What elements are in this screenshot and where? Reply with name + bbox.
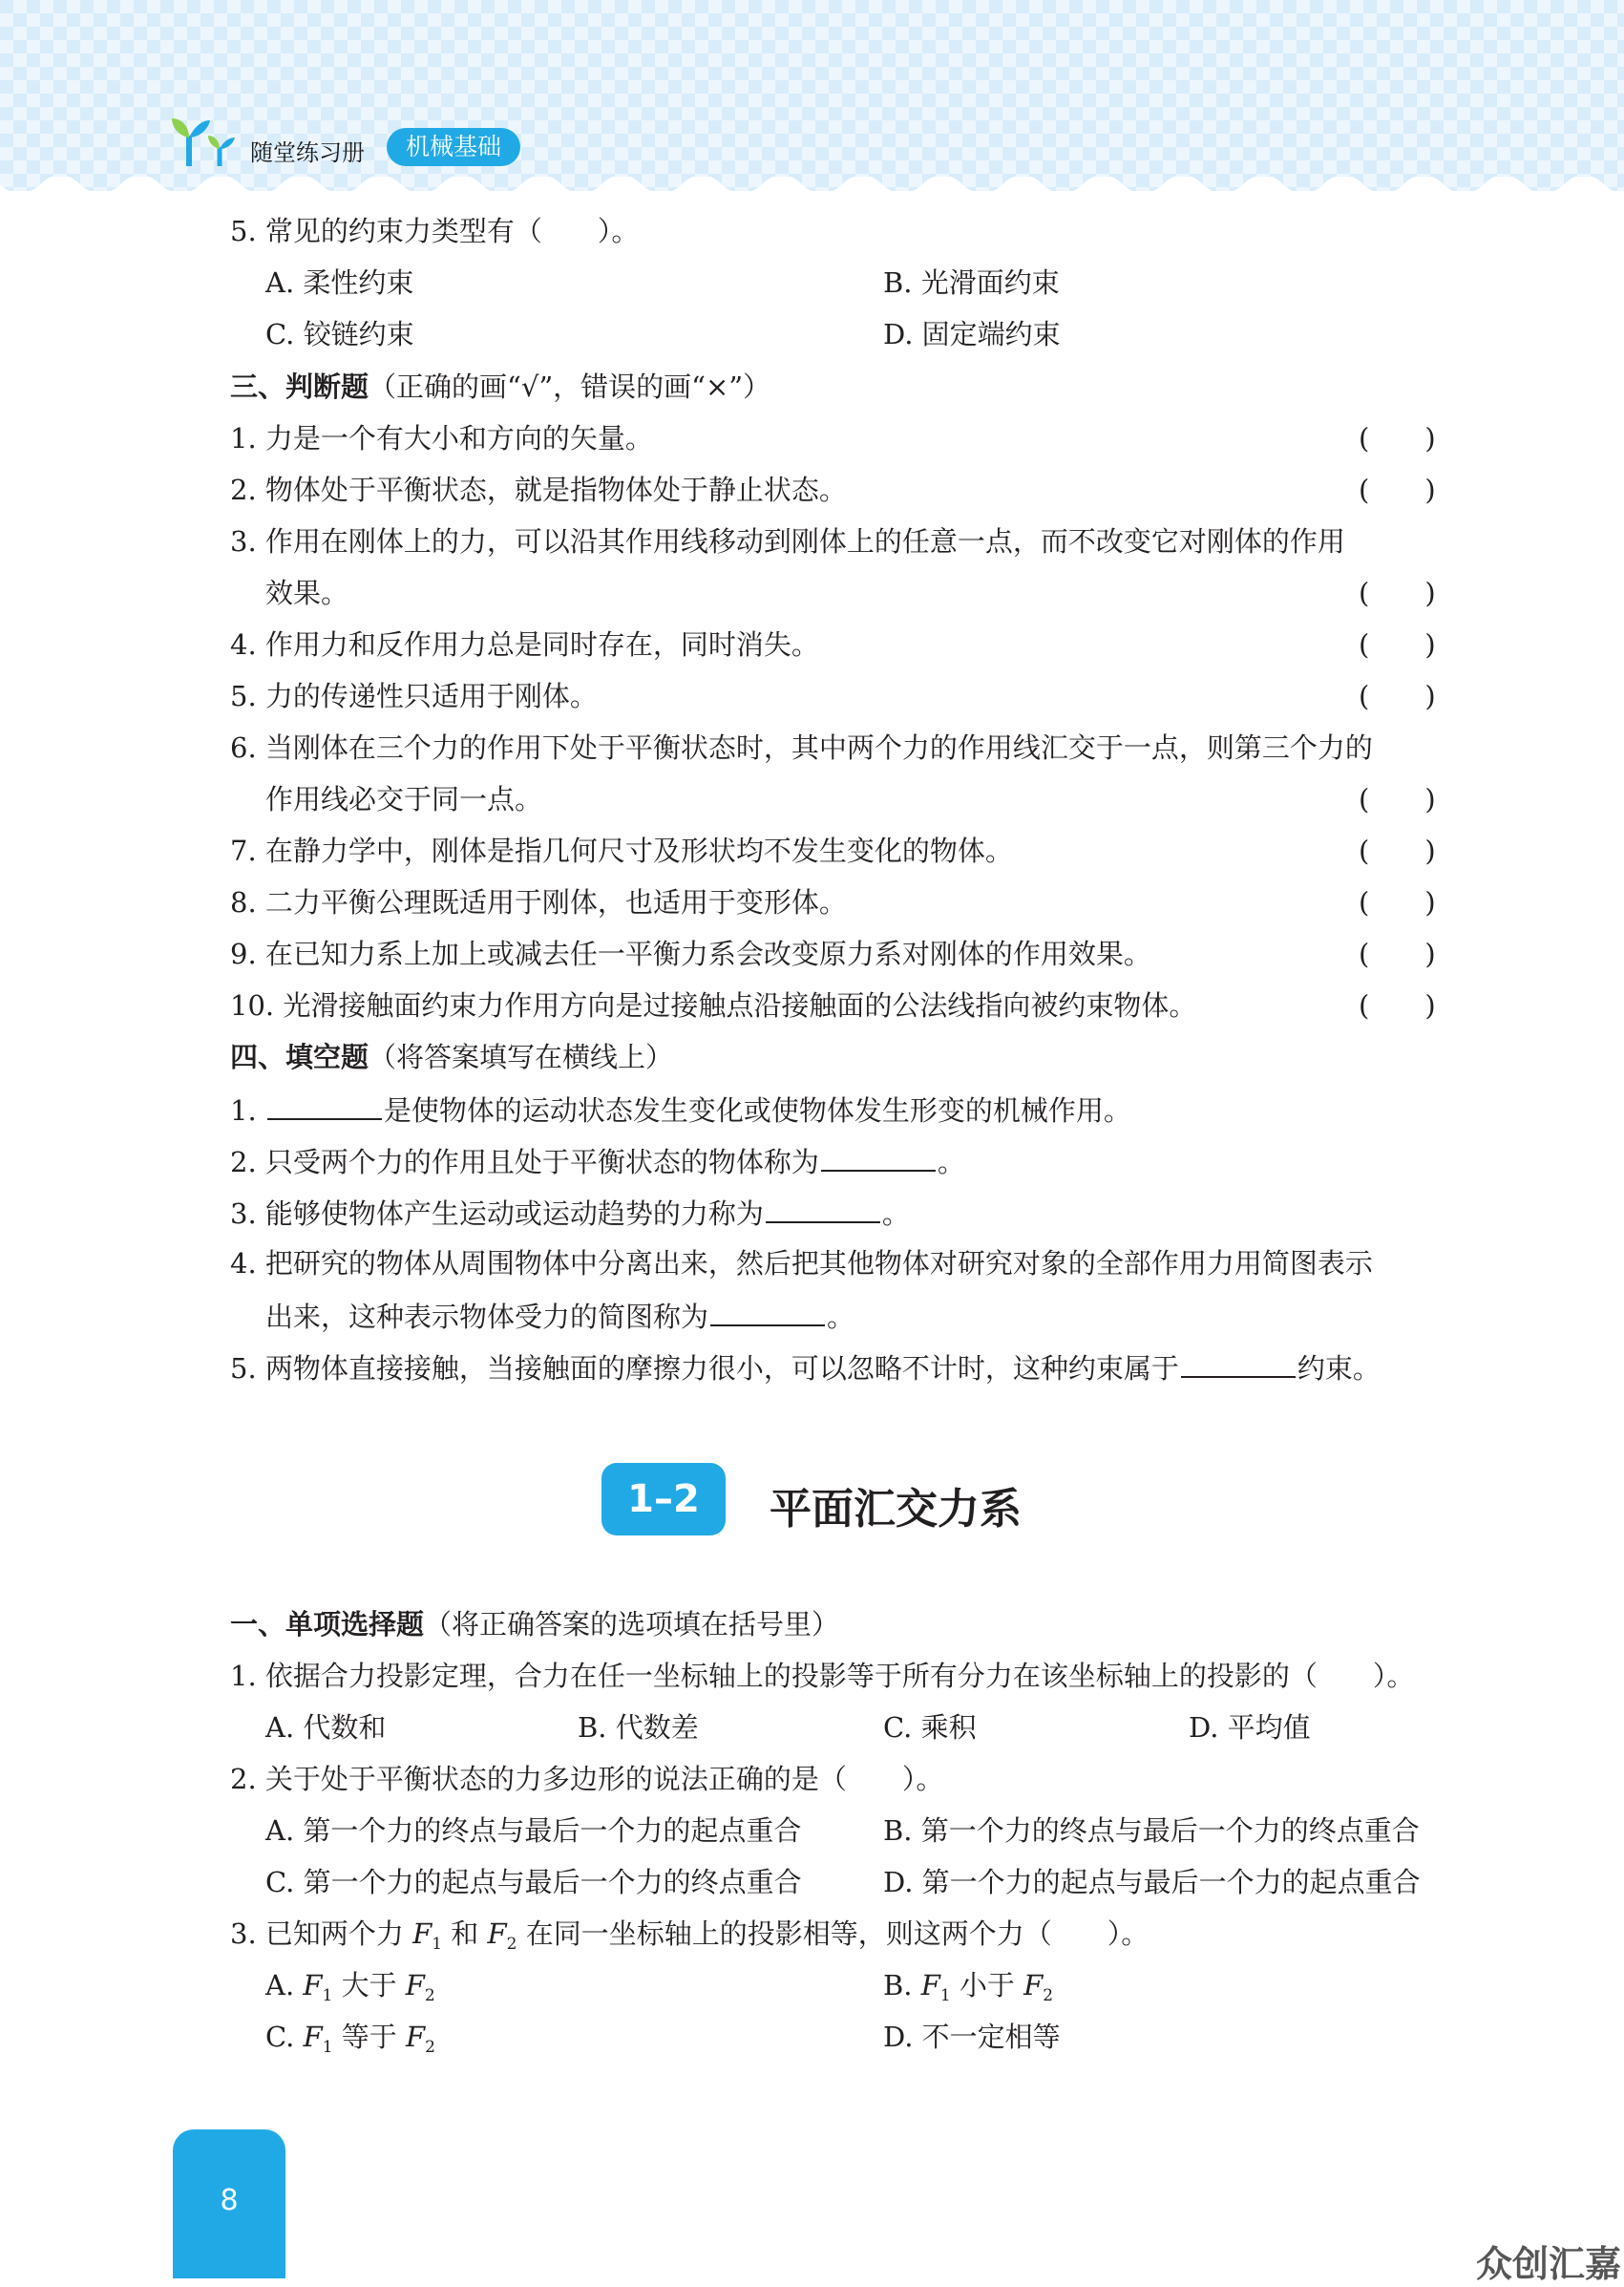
answer-parentheses[interactable]: ( ) [1359,628,1436,661]
answer-blank[interactable] [710,1298,825,1326]
question-text: 2. 关于处于平衡状态的力多边形的说法正确的是（ ）。 [230,1763,944,1795]
fill-item: 4. 把研究的物体从周围物体中分离出来，然后把其他物体对研究对象的全部作用力用简图表示 [230,1247,1373,1280]
fill-item: 5. 两物体直接接触，当接触面的摩擦力很小，可以忽略不计时，这种约束属于 约束。 [230,1349,1381,1386]
option-c: C. 第一个力的起点与最后一个力的终点重合 [265,1866,802,1898]
option-a: A. 柔性约束 [265,266,414,299]
section-number-badge: 1–2 [601,1463,726,1535]
option-a: A. $F_1$ 大于 $F_2$ [265,1969,435,2005]
judge-item-continued: 效果。 [265,577,349,609]
answer-parentheses[interactable]: ( ) [1359,474,1436,506]
fill-item-continued: 出来，这种表示物体受力的简图称为 。 [265,1298,854,1334]
judge-item: 8. 二力平衡公理既适用于刚体，也适用于变形体。 [230,886,847,919]
option-b: B. $F_1$ 小于 $F_2$ [883,1969,1054,2005]
answer-parentheses[interactable]: ( ) [1359,783,1436,815]
answer-parentheses[interactable]: ( ) [1359,989,1436,1022]
judge-item: 9. 在已知力系上加上或减去任一平衡力系会改变原力系对刚体的作用效果。 [230,938,1151,970]
option-c: C. 铰链约束 [265,318,414,350]
answer-blank[interactable] [766,1195,880,1223]
option-d: D. 第一个力的起点与最后一个力的起点重合 [883,1866,1421,1898]
answer-parentheses[interactable]: ( ) [1359,680,1436,712]
judge-item: 3. 作用在刚体上的力，可以沿其作用线移动到刚体上的任意一点，而不改变它对刚体的作用 [230,525,1345,558]
option-c: C. 乘积 [883,1711,977,1744]
section-title: 三、判断题 [230,371,369,403]
option-b: B. 光滑面约束 [883,266,1060,299]
answer-blank[interactable] [821,1143,936,1172]
watermark: 众创汇嘉 [1476,2243,1622,2285]
fill-item: 1. 是使物体的运动状态发生变化或使物体发生形变的机械作用。 [230,1091,1131,1128]
question-text: 3. 已知两个力 $F_1$ 和 $F_2$ 在同一坐标轴上的投影相等，则这两个力（ ）。 [230,1917,1149,1954]
answer-parentheses[interactable]: ( ) [1359,835,1436,867]
question-text: 5. 常见的约束力类型有（ ）。 [230,215,640,247]
section-title: 四、填空题 [230,1041,369,1073]
workbook-label: 随堂练习册 [250,139,365,166]
judge-item: 4. 作用力和反作用力总是同时存在，同时消失。 [230,628,819,661]
option-d: D. 不一定相等 [883,2021,1061,2053]
judge-item: 7. 在静力学中，刚体是指几何尺寸及形状均不发生变化的物体。 [230,835,1013,867]
section-title: 一、单项选择题 [230,1608,425,1641]
answer-parentheses[interactable]: ( ) [1359,886,1436,919]
judge-item: 6. 当刚体在三个力的作用下处于平衡状态时，其中两个力的作用线汇交于一点，则第三个力的 [230,731,1373,764]
answer-blank[interactable] [1181,1349,1296,1378]
fill-item: 2. 只受两个力的作用且处于平衡状态的物体称为 。 [230,1143,965,1179]
option-d: D. 平均值 [1189,1711,1311,1744]
answer-blank[interactable] [267,1091,382,1120]
judge-item: 10. 光滑接触面约束力作用方向是过接触点沿接触面的公法线指向被约束物体。 [230,989,1197,1022]
section-heading-single [230,1607,839,1641]
option-c: C. $F_1$ 等于 $F_2$ [265,2021,435,2057]
sprout-logo-icon [170,113,237,166]
answer-parentheses[interactable]: ( ) [1359,422,1436,455]
section-title: 平面汇交力系 [770,1485,1022,1534]
option-b: B. 第一个力的终点与最后一个力的终点重合 [883,1814,1420,1847]
section-heading-fill [230,1040,673,1074]
judge-item-continued: 作用线必交于同一点。 [265,783,543,815]
option-d: D. 固定端约束 [883,318,1061,350]
fill-item: 3. 能够使物体产生运动或运动趋势的力称为 。 [230,1195,910,1231]
option-a: A. 第一个力的终点与最后一个力的起点重合 [265,1814,802,1847]
header-wave-edge [0,177,1624,205]
answer-parentheses[interactable]: ( ) [1359,938,1436,970]
judge-item: 2. 物体处于平衡状态，就是指物体处于静止状态。 [230,474,847,506]
option-b: B. 代数差 [578,1711,699,1744]
header-band [0,0,1624,191]
question-text: 1. 依据合力投影定理，合力在任一坐标轴上的投影等于所有分力在该坐标轴上的投影的（ ）。 [230,1660,1415,1692]
page-number-tab: 8 [173,2129,285,2278]
option-a: A. 代数和 [265,1711,387,1744]
subject-badge: 机械基础 [387,128,520,166]
section-note: （将正确答案的选项填在括号里） [424,1608,840,1641]
section-note: （正确的画“√”，错误的画“×”） [369,371,771,403]
section-note: （将答案填写在横线上） [369,1041,674,1073]
judge-item: 5. 力的传递性只适用于刚体。 [230,680,598,712]
answer-parentheses[interactable]: ( ) [1359,577,1436,609]
section-heading-judge [230,370,770,404]
judge-item: 1. 力是一个有大小和方向的矢量。 [230,422,653,455]
